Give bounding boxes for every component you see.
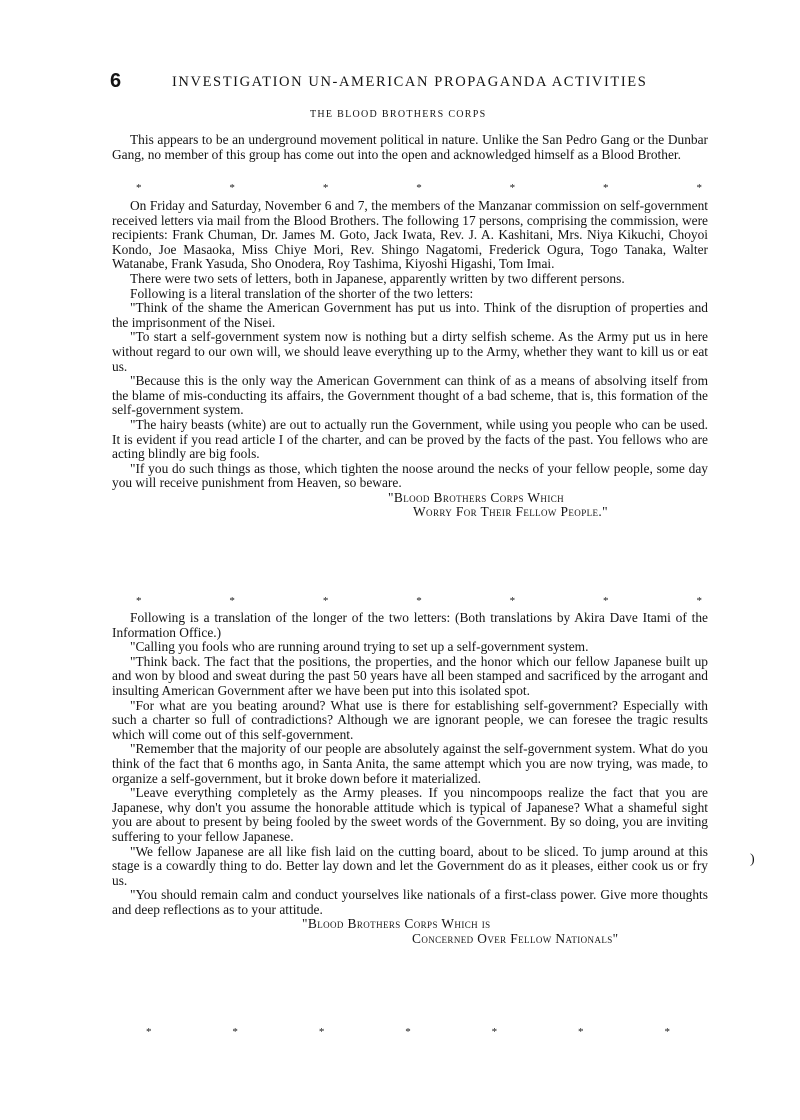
- asterisk: *: [405, 1026, 411, 1038]
- asterisk: *: [146, 1026, 152, 1038]
- paragraph: Following is a literal translation of the shorter of the two letters:: [130, 285, 474, 301]
- asterisk: *: [509, 595, 516, 607]
- asterisk: *: [578, 1026, 584, 1038]
- asterisk-separator: [112, 1025, 708, 1039]
- letter-one-block: [112, 199, 708, 520]
- asterisk: *: [696, 182, 702, 194]
- asterisk: *: [232, 1026, 238, 1038]
- asterisk: *: [696, 595, 702, 607]
- margin-mark: ): [750, 852, 755, 867]
- paragraph: "Calling you fools who are running around trying to set up a self-government system.: [130, 639, 589, 655]
- letter-two-block: [112, 611, 708, 947]
- signature-line: "Blood Brothers Corps Which is: [302, 916, 491, 932]
- asterisk-separator: [112, 181, 708, 195]
- asterisk: *: [491, 1026, 498, 1038]
- paragraph: There were two sets of letters, both in Japanese, apparently written by two different persons.: [130, 270, 625, 286]
- paragraph: "Leave everything completely as the Army pleases. If you nincompoops realize the fact that you are Japanese, why don't you assume the honorable attitude which is typical of Japanese? What a shameful sight you are about to present by being fooled by the sweet words of the Government. By so doing, you are inviting suffering to your fellow Japanese.: [112, 785, 708, 844]
- paragraph: "To start a self-government system now is nothing but a dirty selfish scheme. As the Army put us in here without regard to our own will, we should leave everything up to the Army, whether they want to kill us or eat us.: [112, 329, 708, 374]
- asterisk: *: [229, 595, 235, 607]
- paragraph: "Think back. The fact that the positions, the properties, and the honor which our fellow Japanese built up and won by blood and sweat during the past 50 years have all been stamped and sacrificed by the arrogant and insulting American Government after we have been put into this isolated spot.: [112, 653, 708, 698]
- asterisk: *: [322, 595, 329, 607]
- asterisk: *: [603, 182, 609, 194]
- page-number: 6: [110, 70, 122, 92]
- paragraph: "Think of the shame the American Government has put us into. Think of the disruption of properties and the imprisonment of the Nisei.: [112, 300, 708, 330]
- paragraph: "For what are you beating around? What use is there for establishing self-government? Especially with such a charter so full of contradictions? Although we are ignorant people, we can foresee the tragic results which will come out of this self-government.: [112, 697, 708, 742]
- asterisk: *: [509, 182, 516, 194]
- asterisk: *: [416, 182, 422, 194]
- asterisk: *: [318, 1026, 325, 1038]
- paragraph: On Friday and Saturday, November 6 and 7, the members of the Manzanar commission on self-government received letters via mail from the Blood Brothers. The following 17 persons, comprising the commission, were recipients: Frank Chuman, Dr. James M. Goto, Jack Iwata, Rev. J. A. Kashitani, Mrs. Niya Kikuchi, Choyoi Kondo, Joe Masaoka, Miss Chiye Mori, Rev. Shingo Nagatomi, Frederick Ogura, Togo Tanaka, Walter Watanabe, Frank Yasuda, Sho Onodera, Roy Tashima, Kiyoshi Higashi, Tom Imai.: [112, 198, 708, 272]
- paragraph: "Because this is the only way the American Government can think of as a means of absolving itself from the blame of mis-conducting its affairs, the Government thought of a bad scheme, that is, this formation of the self-government system.: [112, 373, 708, 418]
- paragraph: Following is a translation of the longer of the two letters: (Both translations by Akira Dave Itami of the Information Office.): [112, 610, 708, 640]
- paragraph: "We fellow Japanese are all like fish laid on the cutting board, about to be sliced. To jump around at this stage is a cowardly thing to do. Better lay down and let the Government do as it pleases, either cook us or fry us.: [112, 843, 708, 888]
- asterisk: *: [322, 182, 329, 194]
- paragraph: "You should remain calm and conduct yourselves like nationals of a first-class power. Give more thoughts and deep reflections as to your attitude.: [112, 887, 708, 917]
- page-header: [110, 70, 722, 100]
- separator-1: [112, 181, 708, 195]
- asterisk: *: [136, 182, 142, 194]
- running-head: INVESTIGATION UN-AMERICAN PROPAGANDA ACTIVITIES: [172, 74, 648, 90]
- signature-line: Worry For Their Fellow People.": [413, 504, 609, 520]
- intro-paragraph: This appears to be an underground movement political in nature. Unlike the San Pedro Gang or the Dunbar Gang, no member of this group has come out into the open and acknowledged himself as a Blood Brother.: [112, 132, 708, 162]
- paragraph: "Remember that the majority of our people are absolutely against the self-government system. What do you think of the fact that 6 months ago, in Santa Anita, the same attempt which you are now trying, was made, to organize a self-government, but it broke down before it materialized.: [112, 741, 708, 786]
- asterisk: *: [136, 595, 142, 607]
- signature-line: "Blood Brothers Corps Which: [388, 489, 565, 505]
- paragraph: "The hairy beasts (white) are out to actually run the Government, while using you people who can be used. It is evident if you read article I of the charter, and can be proved by the facts of the past. You fellows who are acting blindly are big fools.: [112, 416, 708, 462]
- separator-2: [112, 594, 708, 608]
- asterisk: *: [229, 182, 235, 194]
- paragraph: "If you do such things as those, which tighten the noose around the necks of your fellow people, some day you will receive punishment from Heaven, so beware.: [112, 460, 708, 491]
- separator-3: [112, 1025, 708, 1039]
- asterisk: *: [416, 595, 422, 607]
- signature-line: Concerned Over Fellow Nationals": [412, 931, 619, 947]
- asterisk: *: [664, 1026, 670, 1038]
- asterisk: *: [603, 595, 609, 607]
- intro-block: [112, 133, 708, 162]
- asterisk-separator: [112, 594, 708, 608]
- section-title: THE BLOOD BROTHERS CORPS: [310, 109, 487, 120]
